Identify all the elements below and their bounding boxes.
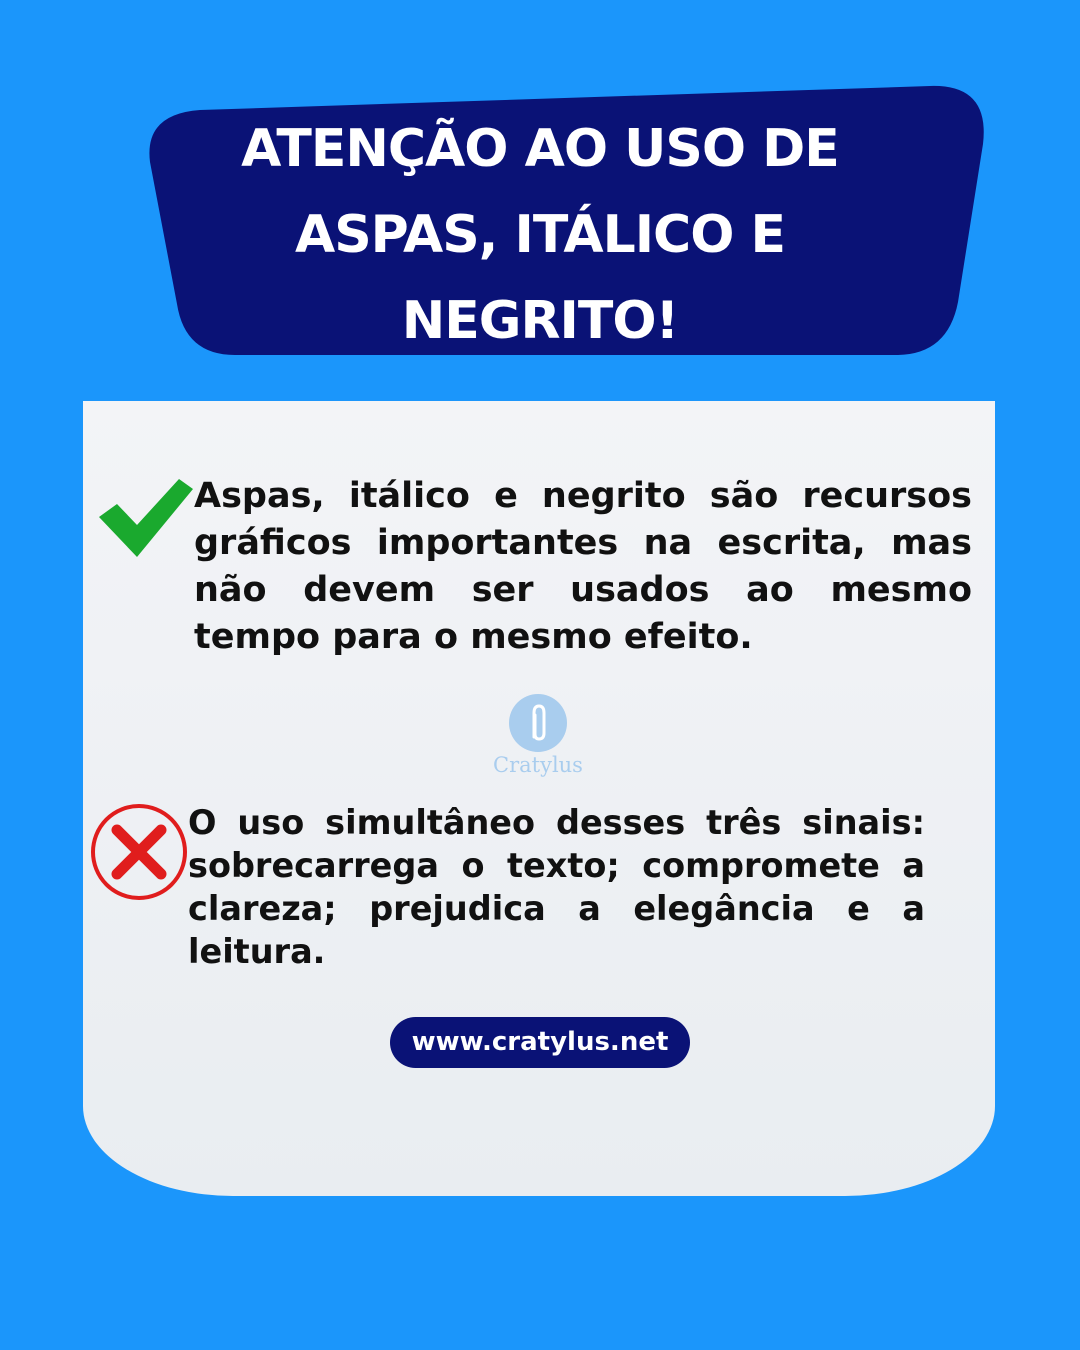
title-line-2: ASPAS, ITÁLICO E (294, 205, 786, 265)
logo-name: Cratylus (493, 753, 583, 777)
title-line-3: NEGRITO! (401, 291, 679, 351)
correct-usage-text: Aspas, itálico e negrito são recursos gráficos importantes na escrita, mas não devem ser usados ao mesmo tempo para o mesmo efeito. (194, 476, 972, 657)
paperclip-icon (508, 693, 568, 753)
check-icon (95, 473, 195, 565)
website-link[interactable]: www.cratylus.net (390, 1017, 690, 1068)
wrong-usage-text: O uso simultâneo desses três sinais: sobrecarrega o texto; compromete a clareza; prejudica a elegância e a leitura. (188, 803, 925, 971)
title-banner (140, 82, 990, 360)
page-title (200, 106, 880, 364)
cross-icon (90, 803, 188, 901)
logo (473, 693, 603, 793)
content-card (83, 401, 995, 1196)
title-line-1: ATENÇÃO AO USO DE (241, 119, 839, 179)
